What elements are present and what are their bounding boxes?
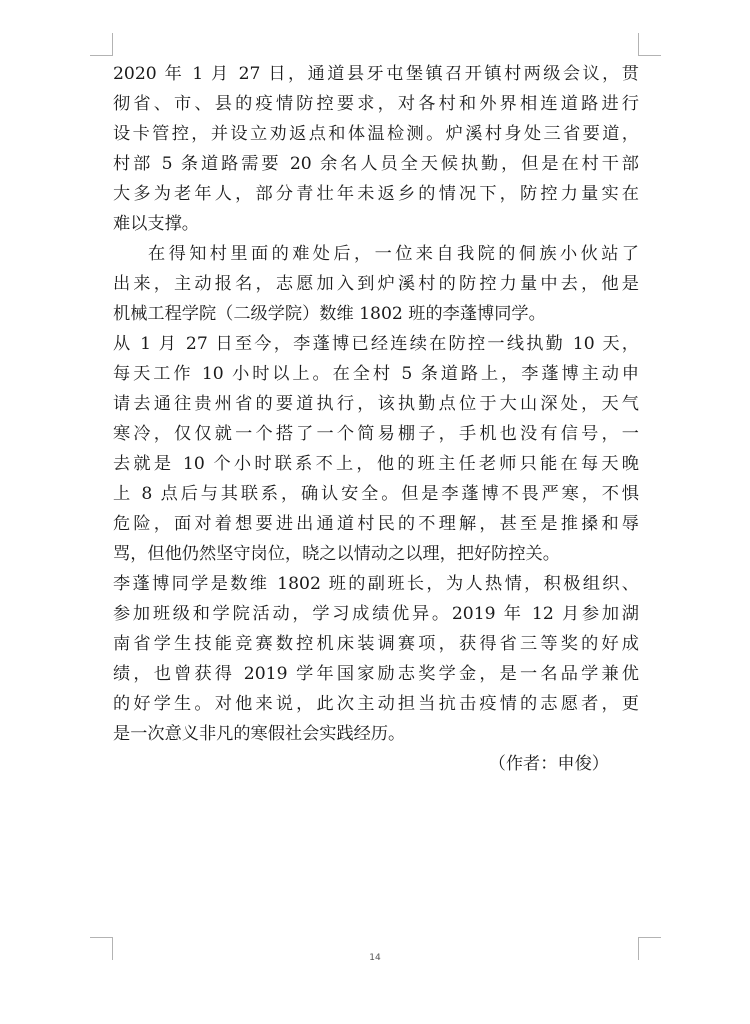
crop-mark-top-left <box>90 33 113 56</box>
text-line: 去就是 10 个小时联系不上，他的班主任老师只能在每天晚 <box>113 454 639 474</box>
text-line: 难以支撑。 <box>113 214 199 234</box>
text-line: 每天工作 10 小时以上。在全村 5 条道路上，李蓬博主动申 <box>113 364 639 384</box>
text-line: 参加班级和学院活动，学习成绩优异。2019 年 12 月参加湖 <box>113 604 639 624</box>
page-number: 14 <box>369 953 381 963</box>
text-line: 2020 年 1 月 27 日，通道县牙屯堡镇召开镇村两级会议，贯 <box>113 64 639 84</box>
text-line: 绩，也曾获得 2019 学年国家励志奖学金，是一名品学兼优 <box>113 664 639 684</box>
text-line: 骂，但他仍然坚守岗位，晓之以情动之以理，把好防控关。 <box>113 544 560 564</box>
text-line: 的好学生。对他来说，此次主动担当抗击疫情的志愿者，更 <box>113 694 639 714</box>
text-line: 机械工程学院（二级学院）数维 1802 班的李蓬博同学。 <box>113 304 546 324</box>
text-line: 设卡管控，并设立劝返点和体温检测。炉溪村身处三省要道， <box>113 124 639 144</box>
text-line: 在得知村里面的难处后，一位来自我院的侗族小伙站了 <box>148 244 639 264</box>
text-line: 寒冷，仅仅就一个搭了一个简易棚子，手机也没有信号，一 <box>113 424 639 444</box>
text-line: 彻省、市、县的疫情防控要求，对各村和外界相连道路进行 <box>113 94 639 114</box>
text-line: 大多为老年人，部分青壮年未返乡的情况下，防控力量实在 <box>113 184 639 204</box>
author-signature: （作者：申俊） <box>488 754 609 774</box>
text-line: 危险，面对着想要进出通道村民的不理解，甚至是推搡和辱 <box>113 514 639 534</box>
text-line: 从 1 月 27 日至今，李蓬博已经连续在防控一线执勤 10 天， <box>113 334 639 354</box>
text-line: 南省学生技能竞赛数控机床装调赛项，获得省三等奖的好成 <box>113 634 639 654</box>
text-line: 李蓬博同学是数维 1802 班的副班长，为人热情，积极组织、 <box>113 574 639 594</box>
text-line: 上 8 点后与其联系，确认安全。但是李蓬博不畏严寒，不惧 <box>113 484 639 504</box>
text-line: 出来，主动报名，志愿加入到炉溪村的防控力量中去，他是 <box>113 274 639 294</box>
crop-mark-top-right <box>638 33 661 56</box>
article-body <box>113 59 639 779</box>
text-line: 是一次意义非凡的寒假社会实践经历。 <box>113 724 406 744</box>
text-line: 村部 5 条道路需要 20 余名人员全天候执勤，但是在村干部 <box>113 154 639 174</box>
text-line: 请去通往贵州省的要道执行，该执勤点位于大山深处，天气 <box>113 394 639 414</box>
